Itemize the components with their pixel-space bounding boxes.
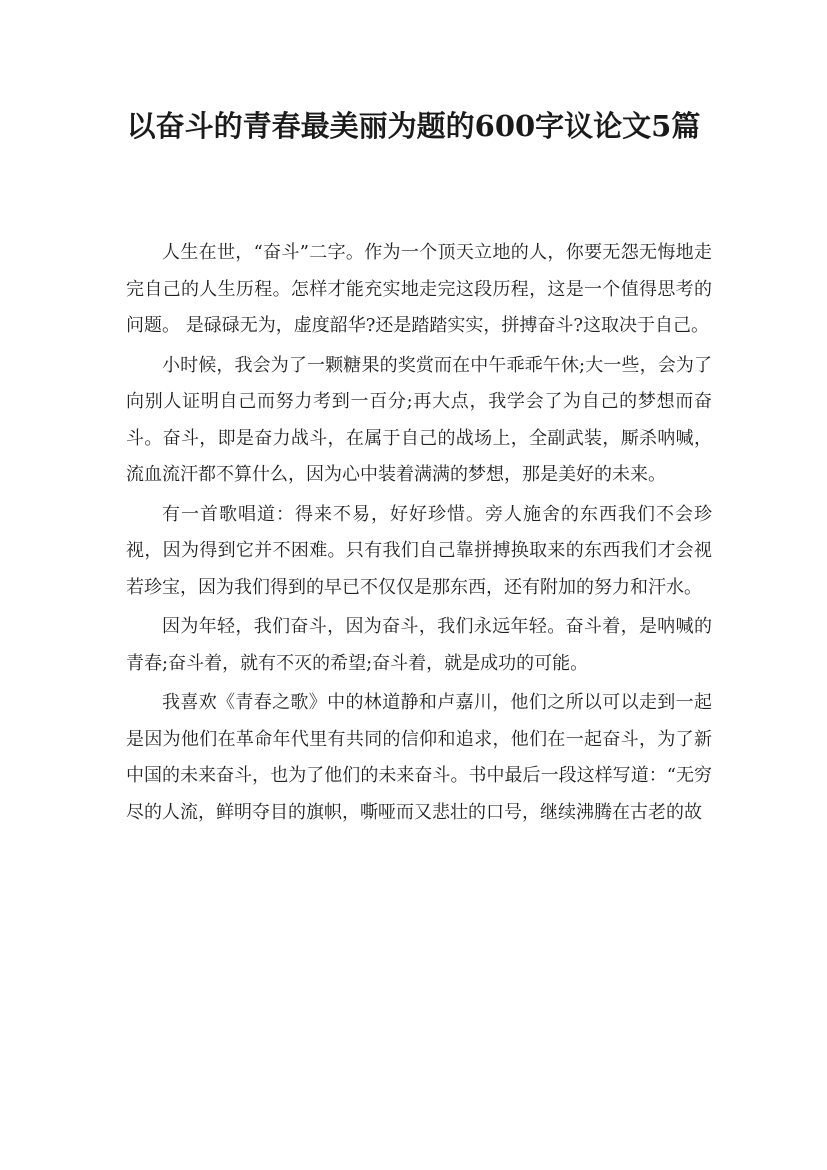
paragraph-3: 有一首歌唱道：得来不易，好好珍惜。旁人施舍的东西我们不会珍视，因为得到它并不困难。只有我们自己靠拼搏换取来的东西我们才会视若珍宝，因为我们得到的早已不仅仅是那东西，还有附加的努力和汗水。 <box>126 503 712 598</box>
document-title: 以奋斗的青春最美丽为题的600字议论文5篇 <box>126 109 701 143</box>
paragraph-2: 小时候，我会为了一颗糖果的奖赏而在中午乖乖午休;大一些，会为了向别人证明自己而努力考到一百分;再大点，我学会了为自己的梦想而奋斗。奋斗，即是奋力战斗，在属于自己的战场上，全副武装，厮杀呐喊，流血流汗都不算什么，因为心中装着满满的梦想，那是美好的未来。 <box>126 354 712 485</box>
paragraph-4: 因为年轻，我们奋斗，因为奋斗，我们永远年轻。奋斗着，是呐喊的青春;奋斗着，就有不灭的希望;奋斗着，就是成功的可能。 <box>126 616 712 674</box>
document-body <box>126 235 712 834</box>
paragraph-5: 我喜欢《青春之歌》中的林道静和卢嘉川，他们之所以可以走到一起是因为他们在革命年代里有共同的信仰和追求，他们在一起奋斗，为了新中国的未来奋斗，也为了他们的未来奋斗。书中最后一段这样写道：“无穷尽的人流，鲜明夺目的旗帜，嘶哑而又悲壮的口号，继续沸腾在古老的故 <box>126 692 712 823</box>
paragraph-1: 人生在世，“奋斗”二字。作为一个顶天立地的人，你要无怨无悔地走完自己的人生历程。怎样才能充实地走完这段历程，这是一个值得思考的问题。 是碌碌无为，虚度韶华?还是踏踏实实，拼搏奋斗?这取决于自己。 <box>126 242 712 336</box>
